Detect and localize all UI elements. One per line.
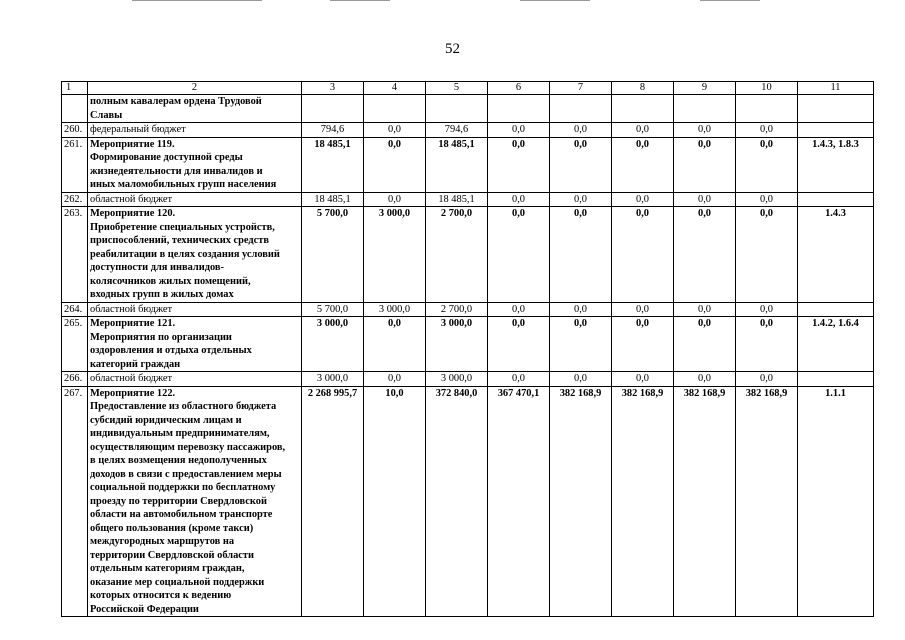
column-header: 9 (674, 82, 736, 95)
table-row (62, 302, 874, 317)
table-row (62, 372, 874, 387)
row-number: 267. (62, 386, 88, 617)
row-number: 266. (62, 372, 88, 387)
column-header: 8 (612, 82, 674, 95)
amount-cell (674, 95, 736, 123)
description-line: областной бюджет (90, 373, 173, 384)
amount-cell (550, 95, 612, 123)
amount-cell: 0,0 (612, 192, 674, 207)
amount-cell: 0,0 (736, 372, 798, 387)
table-row (62, 207, 874, 303)
table-row (62, 192, 874, 207)
description-line: реабилитации в целях создания условий (90, 248, 280, 260)
description-line: доходов в связи с предоставлением меры (90, 468, 282, 480)
description-line: которых относится к ведению (90, 590, 232, 601)
scan-artifact-line (700, 0, 760, 1)
amount-cell: 0,0 (488, 317, 550, 372)
description-line: осуществляющим перевозку пассажиров, (90, 441, 286, 453)
amount-cell: 0,0 (674, 372, 736, 387)
scan-artifact-line (330, 0, 390, 1)
amount-cell: 382 168,9 (674, 386, 736, 617)
amount-cell: 382 168,9 (612, 386, 674, 617)
description-line: территории Свердловской области (90, 549, 255, 561)
scan-artifact-line (132, 0, 262, 1)
amount-cell (426, 95, 488, 123)
description-line: Предоставление из областного бюджета (90, 401, 277, 412)
description-line: индивидуальным предпринимателям, (90, 428, 270, 439)
amount-cell: 2 700,0 (426, 302, 488, 317)
column-header: 1 (62, 82, 88, 95)
amount-cell: 0,0 (364, 317, 426, 372)
target-indicator-ref (798, 302, 874, 317)
description-line: отдельным категориям граждан, (90, 563, 245, 574)
description-line: областной бюджет (90, 193, 173, 205)
column-header: 11 (798, 82, 874, 95)
amount-cell: 3 000,0 (426, 317, 488, 372)
table-row (62, 123, 874, 138)
row-number: 262. (62, 192, 88, 207)
description-line: жизнедеятельности для инвалидов и (90, 165, 263, 177)
column-header: 5 (426, 82, 488, 95)
description-line: приспособлений, технических средств (90, 235, 269, 246)
row-description (88, 207, 302, 303)
description-line: в целях возмещения недополученных (90, 455, 267, 466)
amount-cell: 0,0 (674, 192, 736, 207)
amount-cell: 0,0 (488, 207, 550, 303)
column-header: 6 (488, 82, 550, 95)
amount-cell: 382 168,9 (736, 386, 798, 617)
description-line: субсидий юридическим лицам и (90, 414, 242, 426)
description-line: Мероприятие 119. (90, 138, 175, 150)
amount-cell: 367 470,1 (488, 386, 550, 617)
amount-cell: 5 700,0 (302, 302, 364, 317)
description-line: междугородных маршрутов на (90, 536, 235, 547)
table-body (62, 82, 874, 617)
target-indicator-ref (798, 123, 874, 138)
table-header-row (62, 82, 874, 95)
row-description (88, 137, 302, 192)
description-line: оказание мер социальной поддержки (90, 576, 265, 588)
amount-cell: 0,0 (364, 123, 426, 138)
amount-cell: 3 000,0 (426, 372, 488, 387)
target-indicator-ref (798, 192, 874, 207)
amount-cell: 5 700,0 (302, 207, 364, 303)
amount-cell: 3 000,0 (302, 372, 364, 387)
amount-cell: 0,0 (612, 123, 674, 138)
amount-cell: 0,0 (364, 137, 426, 192)
amount-cell: 0,0 (488, 192, 550, 207)
target-indicator-ref (798, 372, 874, 387)
amount-cell: 2 268 995,7 (302, 386, 364, 617)
amount-cell: 0,0 (674, 123, 736, 138)
description-line: Мероприятие 121. (90, 318, 176, 329)
amount-cell: 10,0 (364, 386, 426, 617)
amount-cell: 794,6 (302, 123, 364, 138)
amount-cell: 0,0 (488, 137, 550, 192)
amount-cell (302, 95, 364, 123)
amount-cell: 372 840,0 (426, 386, 488, 617)
description-line: общего пользования (кроме такси) (90, 522, 254, 534)
amount-cell: 3 000,0 (364, 207, 426, 303)
amount-cell: 0,0 (674, 137, 736, 192)
amount-cell: 0,0 (612, 317, 674, 372)
row-number (62, 95, 88, 123)
amount-cell: 794,6 (426, 123, 488, 138)
target-indicator-ref: 1.1.1 (798, 386, 874, 617)
column-header: 10 (736, 82, 798, 95)
budget-table (61, 81, 874, 617)
target-indicator-ref: 1.4.3 (798, 207, 874, 303)
description-line: оздоровления и отдыха отдельных (90, 345, 252, 356)
amount-cell: 382 168,9 (550, 386, 612, 617)
description-line: областной бюджет (90, 303, 173, 315)
amount-cell (736, 95, 798, 123)
amount-cell: 0,0 (736, 302, 798, 317)
row-number: 263. (62, 207, 88, 303)
amount-cell: 0,0 (488, 372, 550, 387)
description-line: входных групп в жилых домах (90, 289, 234, 300)
amount-cell: 0,0 (550, 372, 612, 387)
row-description (88, 95, 302, 123)
row-description (88, 123, 302, 138)
description-line: Славы (90, 109, 123, 121)
amount-cell: 0,0 (674, 317, 736, 372)
amount-cell: 0,0 (488, 302, 550, 317)
target-indicator-ref: 1.4.2, 1.6.4 (798, 317, 874, 372)
description-line: федеральный бюджет (90, 124, 186, 135)
amount-cell: 0,0 (364, 192, 426, 207)
amount-cell: 0,0 (550, 207, 612, 303)
amount-cell: 3 000,0 (364, 302, 426, 317)
amount-cell: 0,0 (550, 317, 612, 372)
amount-cell: 0,0 (550, 123, 612, 138)
amount-cell (612, 95, 674, 123)
description-line: социальной поддержки по бесплатному (90, 482, 276, 493)
amount-cell: 0,0 (736, 137, 798, 192)
row-number: 265. (62, 317, 88, 372)
description-line: иных маломобильных групп населения (90, 179, 277, 190)
page-number: 52 (445, 41, 460, 57)
amount-cell: 0,0 (612, 137, 674, 192)
amount-cell: 0,0 (736, 192, 798, 207)
amount-cell: 0,0 (488, 123, 550, 138)
target-indicator-ref: 1.4.3, 1.8.3 (798, 137, 874, 192)
scan-artifact-line (520, 0, 590, 1)
amount-cell: 0,0 (612, 372, 674, 387)
description-line: области на автомобильном транспорте (90, 509, 273, 520)
description-line: категорий граждан (90, 358, 181, 370)
amount-cell: 0,0 (612, 207, 674, 303)
table-row (62, 95, 874, 123)
description-line: Мероприятия по организации (90, 331, 232, 343)
description-line: Российской Федерации (90, 603, 199, 615)
target-indicator-ref (798, 95, 874, 123)
amount-cell: 0,0 (550, 302, 612, 317)
column-header: 3 (302, 82, 364, 95)
description-line: полным кавалерам ордена Трудовой (90, 96, 262, 107)
amount-cell: 0,0 (736, 123, 798, 138)
description-line: Формирование доступной среды (90, 152, 243, 163)
amount-cell: 2 700,0 (426, 207, 488, 303)
amount-cell: 0,0 (612, 302, 674, 317)
table-row (62, 137, 874, 192)
row-description (88, 317, 302, 372)
description-line: доступности для инвалидов- (90, 262, 224, 273)
table-row (62, 386, 874, 617)
description-line: проезду по территории Свердловской (90, 495, 267, 507)
row-description (88, 386, 302, 617)
description-line: колясочников жилых помещений, (90, 275, 251, 287)
row-description (88, 302, 302, 317)
amount-cell: 18 485,1 (302, 137, 364, 192)
row-number: 261. (62, 137, 88, 192)
amount-cell: 18 485,1 (426, 137, 488, 192)
description-line: Приобретение специальных устройств, (90, 221, 275, 233)
row-description (88, 372, 302, 387)
row-description (88, 192, 302, 207)
description-line: Мероприятие 122. (90, 387, 176, 399)
row-number: 260. (62, 123, 88, 138)
amount-cell (488, 95, 550, 123)
amount-cell: 0,0 (674, 302, 736, 317)
amount-cell: 0,0 (364, 372, 426, 387)
table-row (62, 317, 874, 372)
amount-cell: 0,0 (550, 192, 612, 207)
amount-cell: 18 485,1 (302, 192, 364, 207)
amount-cell: 0,0 (550, 137, 612, 192)
column-header: 4 (364, 82, 426, 95)
amount-cell (364, 95, 426, 123)
column-header: 7 (550, 82, 612, 95)
amount-cell: 0,0 (736, 317, 798, 372)
column-header: 2 (88, 82, 302, 95)
row-number: 264. (62, 302, 88, 317)
amount-cell: 3 000,0 (302, 317, 364, 372)
amount-cell: 0,0 (674, 207, 736, 303)
amount-cell: 0,0 (736, 207, 798, 303)
description-line: Мероприятие 120. (90, 208, 176, 219)
amount-cell: 18 485,1 (426, 192, 488, 207)
